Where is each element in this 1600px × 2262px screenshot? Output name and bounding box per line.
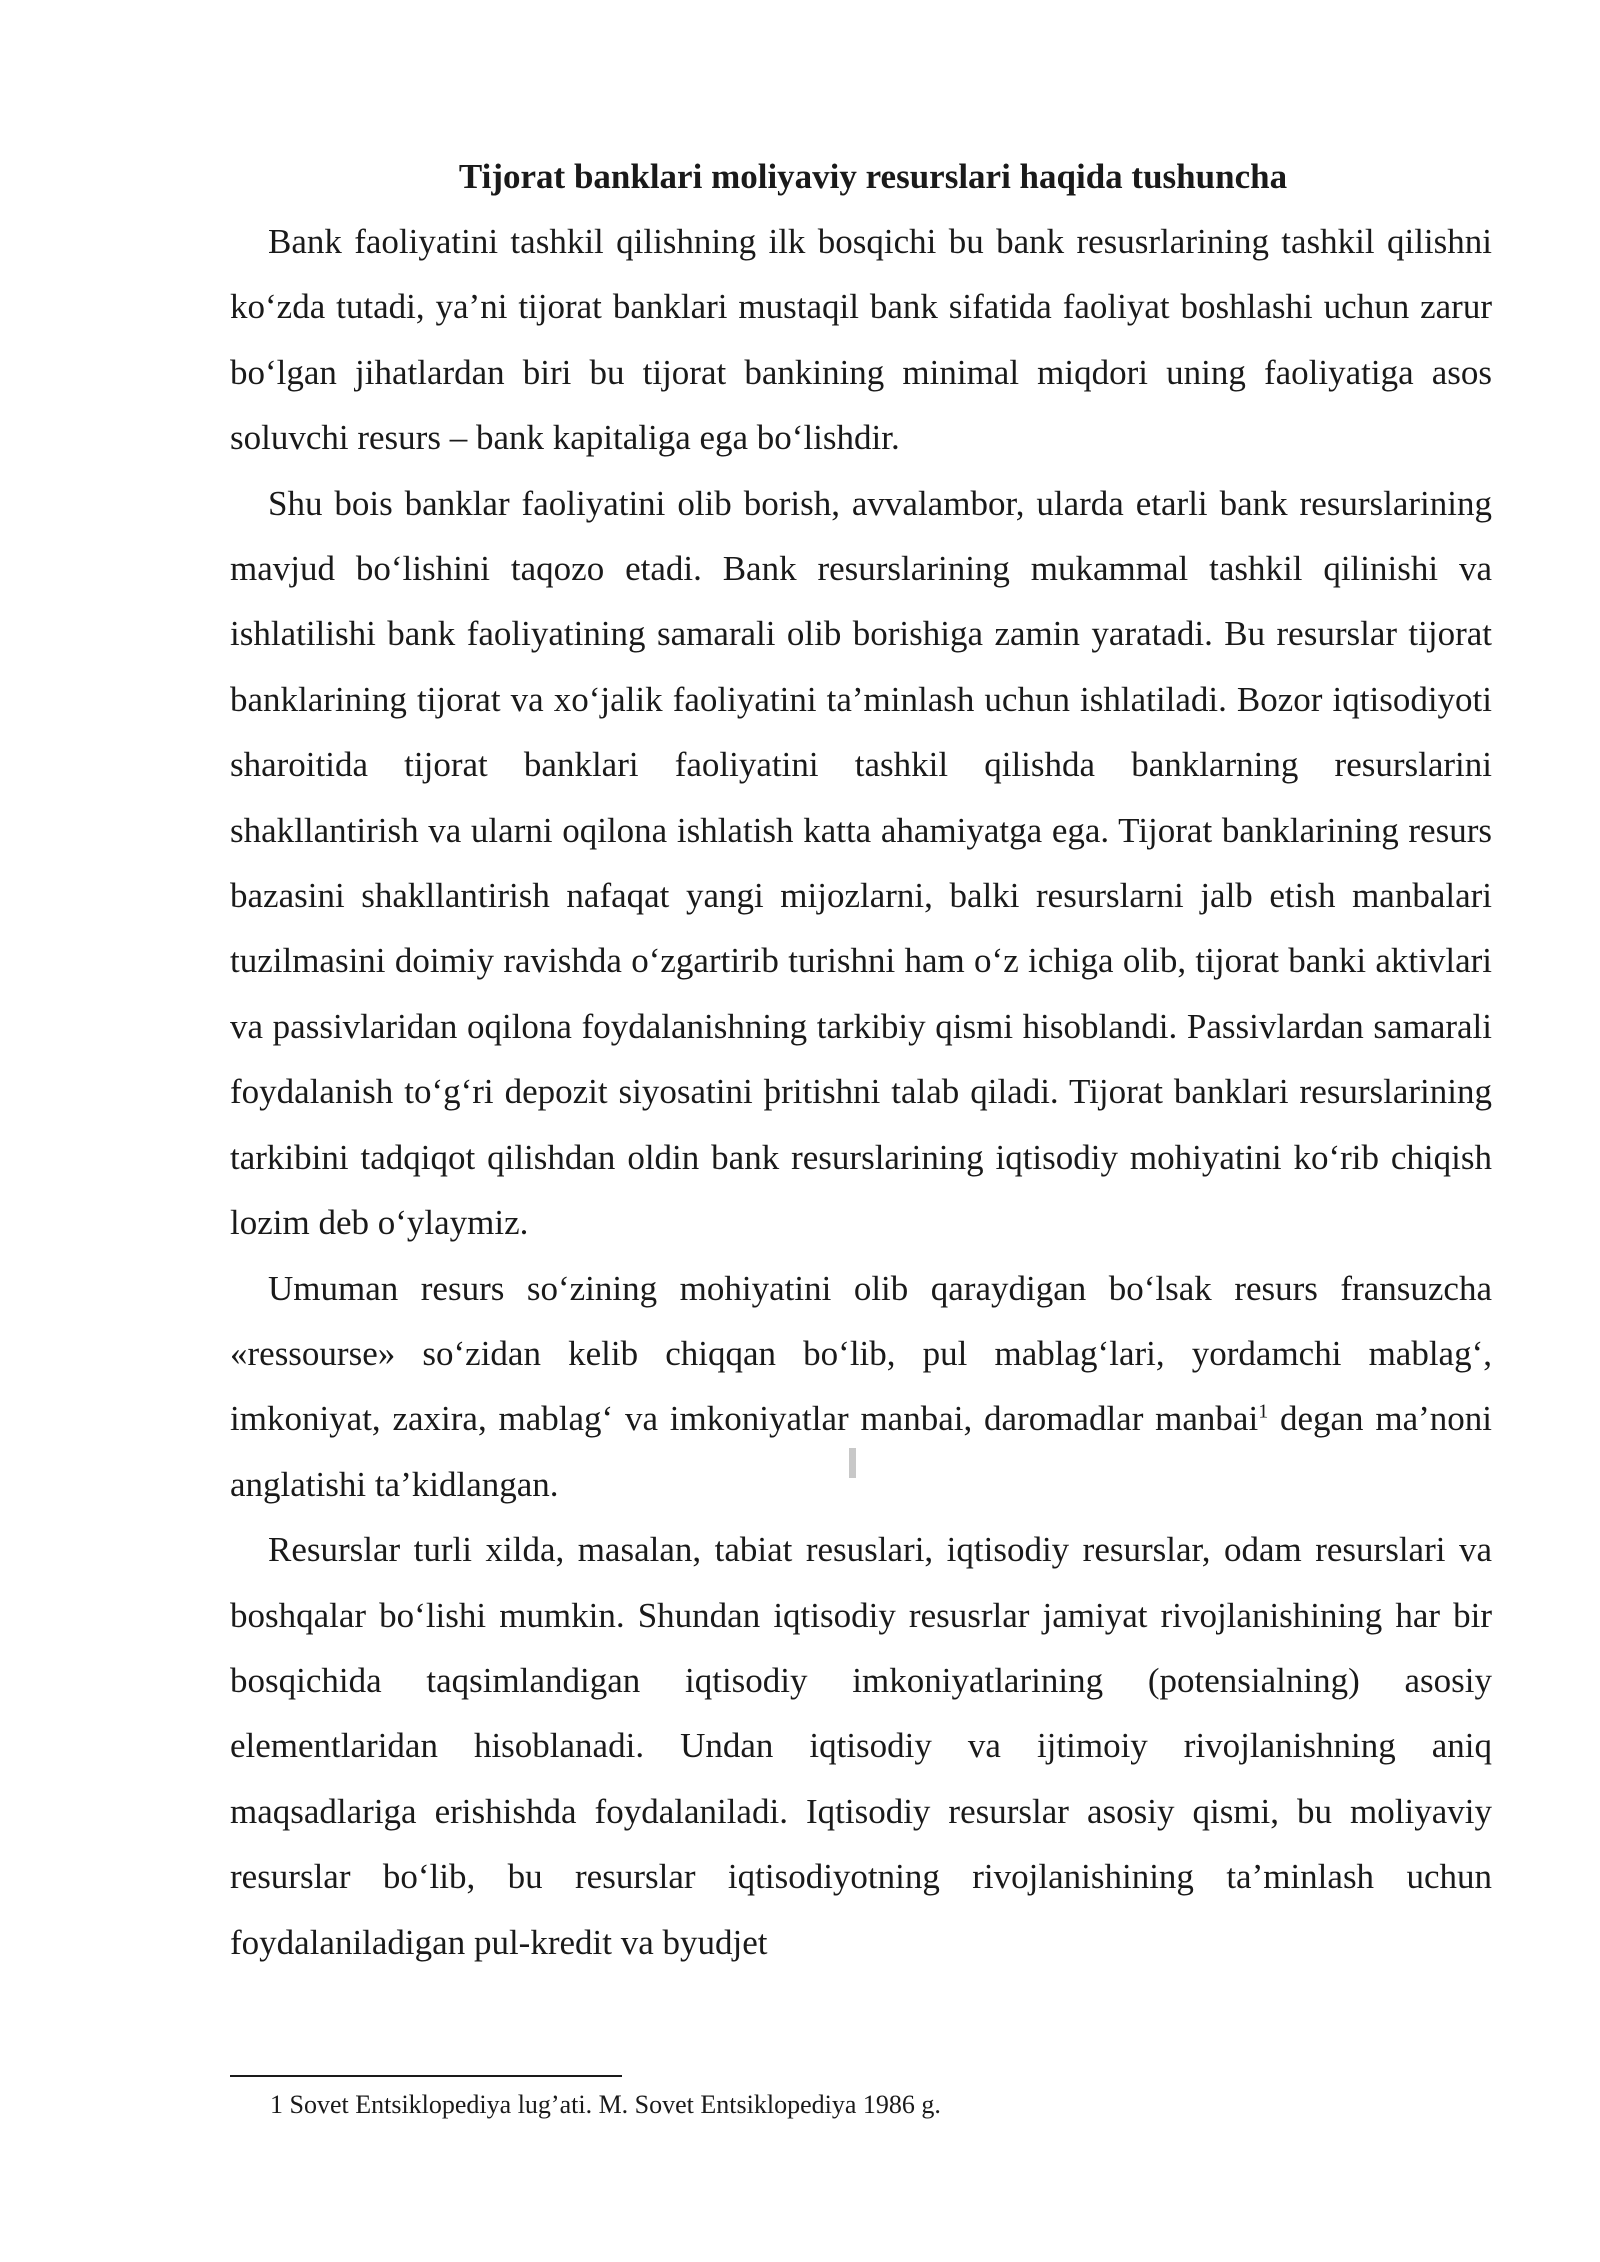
paragraph-3 <box>230 1256 1492 1518</box>
paragraph-3-text: Umuman resurs so‘zining mohiyatini olib qaraydigan bo‘lsak resurs fransuzcha «ressourse» so‘zidan kelib chiqqan bo‘lib, pul mablag‘lari, yordamchi mablag‘, imkoniyat, zaxira, mablag‘ va imkoniyatlar manbai, daromadlar manbai <box>230 1268 1492 1439</box>
document-body <box>230 150 1492 1975</box>
footnote-reference[interactable]: 1 <box>1258 1400 1269 1423</box>
document-title: Tijorat banklari moliyaviy resurslari haqida tushuncha <box>458 157 1288 196</box>
paragraph-1: Bank faoliyatini tashkil qilishning ilk bosqichi bu bank resusrlarining tashkil qilishni ko‘zda tutadi, ya’ni tijorat banklari mustaqil bank sifatida faoliyat boshlashi uchun zarur bo‘lgan jihatlardan biri bu tijorat bankining minimal miqdori uning faoliyatiga asos soluvchi resurs – bank kapitaliga ega bo‘lishdir. <box>230 222 1492 458</box>
paragraph-2: Shu bois banklar faoliyatini olib borish, avvalambor, ularda etarli bank resurslarining mavjud bo‘lishini taqozo etadi. Bank resurslarining mukammal tashkil qilinishi va ishlatilishi bank faoliyatining samarali olib borishiga zamin yaratadi. Bu resurslar tijorat banklarining tijorat va xo‘jalik faoliyatini ta’minlash uchun ishlatiladi. Bozor iqtisodiyoti sharoitida tijorat banklari faoliyatini tashkil qilishda banklarning resurslarini shakllantirish va ularni oqilona ishlatish katta ahamiyatga ega. Tijorat banklarining resurs bazasini shakllantirish nafaqat yangi mijozlarni, balki resurslarni jalb etish manbalari tuzilmasini doimiy ravishda o‘zgartirib turishni ham o‘z ichiga olib, tijorat banki aktivlari va passivlaridan oqilona foydalanishning tarkibiy qismi hisoblandi. Passivlardan samarali foydalanish to‘g‘ri depozit siyosatini þritishni talab qiladi. Tijorat banklari resurslarining tarkibini tadqiqot qilishdan oldin bank resurslarining iqtisodiy mohiyatini ko‘rib chiqish lozim deb o‘ylaymiz. <box>230 483 1492 1243</box>
paragraph-4: Resurslar turli xilda, masalan, tabiat resuslari, iqtisodiy resurslar, odam resurslari va boshqalar bo‘lishi mumkin. Shundan iqtisodiy resusrlar jamiyat rivojlanishining har bir bosqichida taqsimlandigan iqtisodiy imkoniyatlarining (potensialning) asosiy elementlaridan hisoblanadi. Undan iqtisodiy va ijtimoiy rivojlanishning aniq maqsadlariga erishishda foydalaniladi. Iqtisodiy resurslar asosiy qismi, bu moliyaviy resurslar bo‘lib, bu resurslar iqtisodiyotning rivojlanishining ta’minlash uchun foydalaniladigan pul-kredit va byudjet <box>230 1530 1492 1962</box>
footnote-text: 1 Sovet Entsiklopediya lug’ati. M. Sovet Entsiklopediya 1986 g. <box>270 2090 941 2119</box>
footnote-separator <box>230 2075 622 2077</box>
paragraph-3-tail: degan ma’noni anglatishi ta’kidlangan. <box>230 1399 1492 1504</box>
text-cursor-icon <box>849 1448 856 1478</box>
